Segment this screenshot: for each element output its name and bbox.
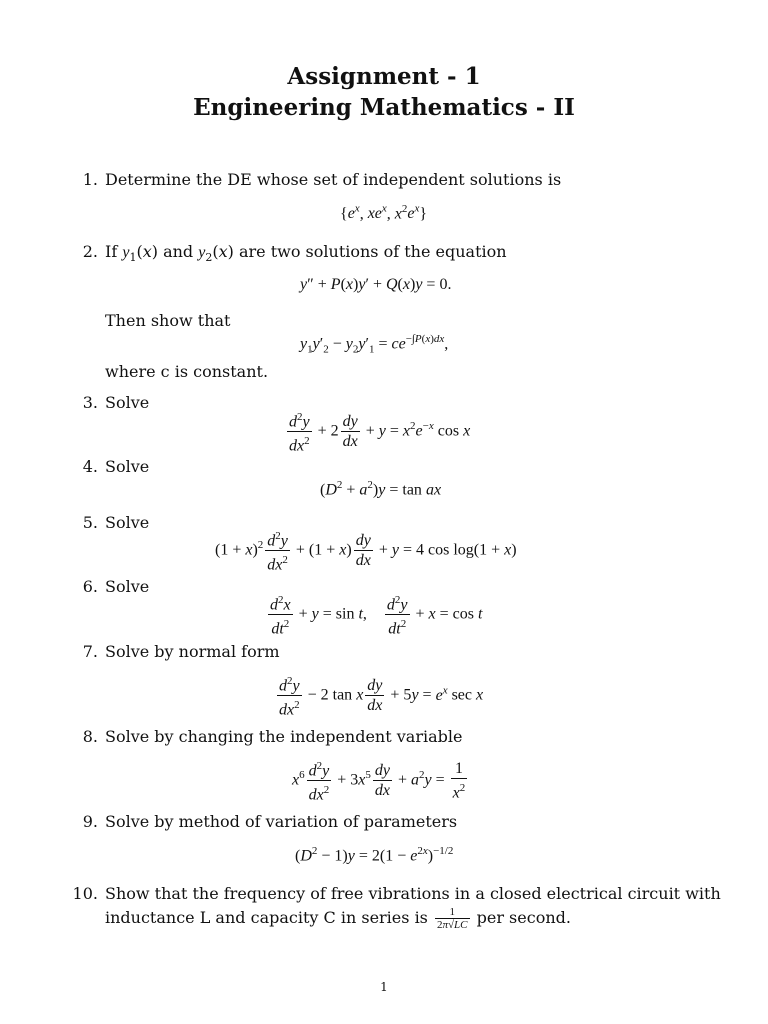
equation-2b: $y_1y'_2 - y_2y'_1 = ce^{-\int P(x)dx}$, xyxy=(300,333,449,356)
problem-number: 4. xyxy=(82,457,98,476)
problem-number: 10. xyxy=(72,884,98,903)
problem-number: 3. xyxy=(82,393,98,412)
page-number: 1 xyxy=(380,980,388,994)
problem-2-then: Then show that xyxy=(105,311,231,330)
problem-text: If xyxy=(105,242,118,261)
problem-number: 8. xyxy=(82,727,98,746)
problem-text: and xyxy=(163,242,194,261)
problem-number: 1. xyxy=(82,170,98,189)
problem-text: Solve xyxy=(105,393,150,412)
problem-text: Show that the frequency of free vibrations in a closed electrical circuit with xyxy=(105,884,721,903)
problem-text: Solve xyxy=(105,577,150,596)
problem-text: Determine the DE whose set of independent solutions is xyxy=(105,170,562,189)
problem-text: Solve by changing the independent variable xyxy=(105,727,463,746)
course-title: Engineering Mathematics - II xyxy=(193,94,575,121)
problem-text: Solve by method of variation of parameters xyxy=(105,812,458,831)
assignment-page: Assignment - 1 Engineering Mathematics - II 1. Determine the DE whose set of independent solutions is {$e^x$, $xe^x$, $x^2e^x$} 2. If $y_1(x)$ and $y_2(x)$ are two solutions of the equation y″ + P(x)y′ + Q(x)y = 0. Then show that $y_1y'_2 - y_2y'_1 = ce^{-\int P(x)dx}$, where c is constant. 3. Solve $\frac{d^2y}{dx^2}$ + 2 $\frac{dy}{dx}$ + $y = x^2e^{-x}$ cos x 4. Solve $(D^2 + a^2)y = \tan$ ax 5. Solve $(1 + x)^2$ $\frac{d^2y}{dx^2}$ + (1 + x) $\frac{dy}{dx}$ + y = 4 cos log(1 + x) 6. Solve $\frac{d^2x}{dt^2}$ + y = sin t, $\frac{d^2y}{dt^2}$ + x = cos t 7. Solve by normal form $\frac{d^2y}{dx^2}$ − 2 tan x $\frac{dy}{dx}$ + $5y = e^x$ sec x 8. Solve by changing the independent variable $x^6$ $\frac{d^2y}{dx^2}$ + $3x^5$ $\frac{dy}{dx}$ + $a^2y$ = $\frac{1}{x^2}$ 9. Solve by method of variation of parameters $(D^2 - 1)y = 2(1 - e^{2x})^{-1/2}$ 10. Show that the frequency of free vibrations in a closed electrical circuit with inductance L and capacity C in series is $\frac{1}{2\pi√LC}$ per second. 1 xyxy=(0,0,768,1024)
equation-5: $(1 + x)^2$ $\frac{d^2y}{dx^2}$ + (1 + x) $\frac{dy}{dx}$ + y = 4 cos log(1 + x) xyxy=(215,527,517,575)
equation-8: $x^6$ $\frac{d^2y}{dx^2}$ + $3x^5$ $\frac{dy}{dx}$ + $a^2y$ = $\frac{1}{x^2}$ xyxy=(292,757,469,805)
problem-number: 6. xyxy=(82,577,98,596)
equation-6: $\frac{d^2x}{dt^2}$ + y = sin t, $\frac{d^2y}{dt^2}$ + x = cos t xyxy=(266,591,482,639)
problem-text: inductance L and capacity C in series is xyxy=(105,908,428,927)
problem-number: 7. xyxy=(82,642,98,661)
problem-2-where: where c is constant. xyxy=(105,362,269,381)
equation-9: $(D^2 - 1)y = 2(1 - e^{2x})^{-1/2}$ xyxy=(295,845,454,865)
problem-number: 9. xyxy=(82,812,98,831)
problem-text: per second. xyxy=(476,908,571,927)
equation-4: $(D^2 + a^2)y = \tan$ ax xyxy=(320,479,442,499)
problem-text: are two solutions of the equation xyxy=(238,242,507,261)
equation-3: $\frac{d^2y}{dx^2}$ + 2 $\frac{dy}{dx}$ + $y = x^2e^{-x}$ cos x xyxy=(285,408,470,456)
equation-7: $\frac{d^2y}{dx^2}$ − 2 tan x $\frac{dy}{dx}$ + $5y = e^x$ sec x xyxy=(275,672,483,720)
assignment-title: Assignment - 1 xyxy=(287,63,481,90)
problem-text: Solve xyxy=(105,513,150,532)
problem-text: Solve xyxy=(105,457,150,476)
problem-number: 5. xyxy=(82,513,98,532)
equation-2a: y″ + P(x)y′ + Q(x)y = 0. xyxy=(300,276,452,293)
problem-number: 2. xyxy=(82,242,98,261)
equation-1: {$e^x$, $xe^x$, $x^2e^x$} xyxy=(340,203,428,223)
problem-10-line2: inductance L and capacity C in series is $\frac{1}{2\pi√LC}$ per second. xyxy=(105,906,571,931)
problem-text: Solve by normal form xyxy=(105,642,280,661)
